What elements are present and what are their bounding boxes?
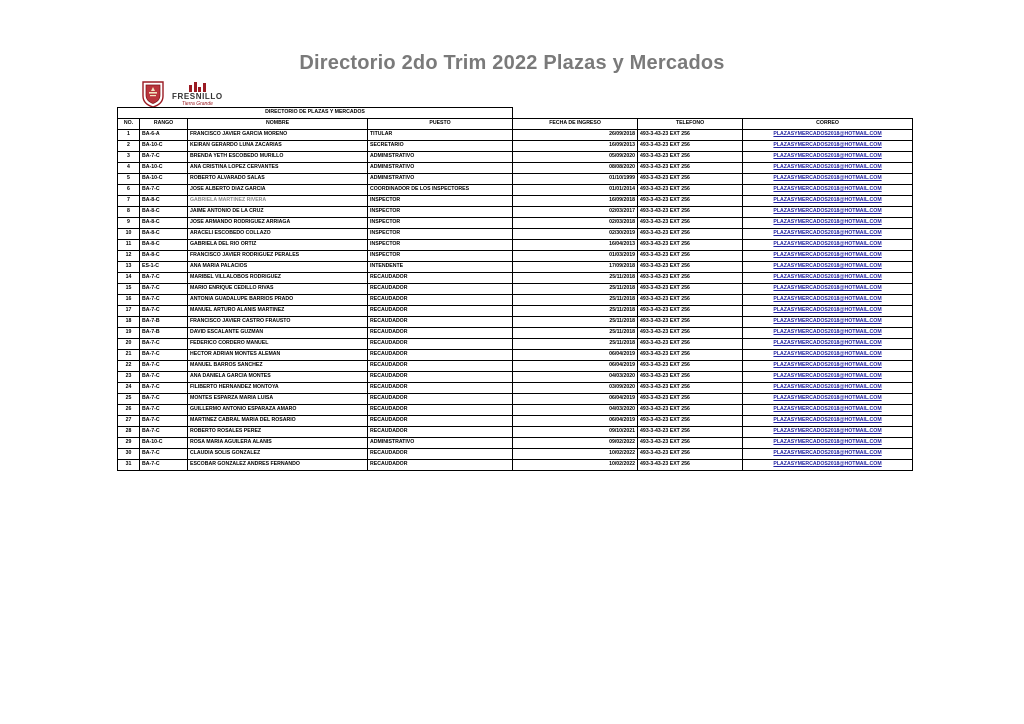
cell-no: 12 <box>118 251 140 262</box>
cell-fecha: 09/02/2022 <box>513 438 638 449</box>
cell-correo[interactable]: PLAZASYMERCADOS2018@HOTMAIL.COM <box>743 295 913 306</box>
cell-rango: BA-8-C <box>140 196 188 207</box>
cell-correo[interactable]: PLAZASYMERCADOS2018@HOTMAIL.COM <box>743 185 913 196</box>
cell-no: 9 <box>118 218 140 229</box>
cell-puesto: RECAUDADOR <box>368 284 513 295</box>
cell-rango: BA-7-C <box>140 449 188 460</box>
cell-nombre: JOSE ARMANDO RODRIGUEZ ARRIAGA <box>188 218 368 229</box>
column-header-correo: CORREO <box>743 119 913 130</box>
cell-no: 26 <box>118 405 140 416</box>
cell-rango: BA-8-C <box>140 207 188 218</box>
cell-telefono: 493-3-43-23 EXT 256 <box>638 317 743 328</box>
cell-puesto: RECAUDADOR <box>368 449 513 460</box>
cell-puesto: ADMINISTRATIVO <box>368 163 513 174</box>
cell-correo[interactable]: PLAZASYMERCADOS2018@HOTMAIL.COM <box>743 174 913 185</box>
cell-rango: BA-7-C <box>140 427 188 438</box>
cell-no: 8 <box>118 207 140 218</box>
cell-telefono: 493-3-43-23 EXT 256 <box>638 152 743 163</box>
cell-telefono: 493-3-43-23 EXT 256 <box>638 350 743 361</box>
cell-telefono: 493-3-43-23 EXT 256 <box>638 185 743 196</box>
column-header-rango: RANGO <box>140 119 188 130</box>
table-row <box>118 273 913 284</box>
cell-fecha: 01/01/2014 <box>513 185 638 196</box>
cell-puesto: TITULAR <box>368 130 513 141</box>
cell-fecha: 01/10/1999 <box>513 174 638 185</box>
cell-no: 15 <box>118 284 140 295</box>
cell-rango: BA-7-C <box>140 284 188 295</box>
cell-no: 6 <box>118 185 140 196</box>
cell-nombre: BRENDA YETH ESCOBEDO MURILLO <box>188 152 368 163</box>
cell-correo[interactable]: PLAZASYMERCADOS2018@HOTMAIL.COM <box>743 141 913 152</box>
cell-nombre: JAIME ANTONIO DE LA CRUZ <box>188 207 368 218</box>
table-row <box>118 251 913 262</box>
table-row <box>118 295 913 306</box>
wordmark-bars-icon <box>189 81 206 92</box>
cell-telefono: 493-3-43-23 EXT 256 <box>638 295 743 306</box>
cell-fecha: 25/11/2018 <box>513 328 638 339</box>
table-caption: DIRECTORIO DE PLAZAS Y MERCADOS <box>118 108 513 119</box>
table-row <box>118 163 913 174</box>
cell-correo[interactable]: PLAZASYMERCADOS2018@HOTMAIL.COM <box>743 229 913 240</box>
table-header-row <box>118 119 913 130</box>
cell-fecha: 03/09/2020 <box>513 383 638 394</box>
cell-correo[interactable]: PLAZASYMERCADOS2018@HOTMAIL.COM <box>743 339 913 350</box>
cell-puesto: RECAUDADOR <box>368 328 513 339</box>
cell-nombre: MANUEL BARROS SANCHEZ <box>188 361 368 372</box>
cell-nombre: ANA CRISTINA LOPEZ CERVANTES <box>188 163 368 174</box>
cell-no: 21 <box>118 350 140 361</box>
cell-fecha: 10/02/2022 <box>513 460 638 471</box>
cell-no: 24 <box>118 383 140 394</box>
cell-telefono: 493-3-43-23 EXT 256 <box>638 229 743 240</box>
table-row <box>118 141 913 152</box>
cell-fecha: 25/11/2018 <box>513 273 638 284</box>
cell-fecha: 02/03/2017 <box>513 207 638 218</box>
fresnillo-logo <box>140 78 260 110</box>
cell-nombre: MARIBEL VILLALOBOS RODRIGUEZ <box>188 273 368 284</box>
cell-correo[interactable]: PLAZASYMERCADOS2018@HOTMAIL.COM <box>743 460 913 471</box>
table-row <box>118 361 913 372</box>
cell-no: 25 <box>118 394 140 405</box>
cell-telefono: 493-3-43-23 EXT 256 <box>638 196 743 207</box>
cell-no: 20 <box>118 339 140 350</box>
cell-fecha: 25/11/2018 <box>513 339 638 350</box>
cell-rango: BA-10-C <box>140 141 188 152</box>
cell-telefono: 493-3-43-23 EXT 256 <box>638 273 743 284</box>
cell-fecha: 16/09/2013 <box>513 141 638 152</box>
cell-correo[interactable]: PLAZASYMERCADOS2018@HOTMAIL.COM <box>743 196 913 207</box>
cell-telefono: 493-3-43-23 EXT 256 <box>638 372 743 383</box>
cell-fecha: 05/09/2020 <box>513 152 638 163</box>
cell-telefono: 493-3-43-23 EXT 256 <box>638 306 743 317</box>
cell-nombre: GUILLERMO ANTONIO ESPARAZA AMARO <box>188 405 368 416</box>
fresnillo-wordmark <box>172 81 223 107</box>
cell-puesto: ADMINISTRATIVO <box>368 438 513 449</box>
cell-puesto: RECAUDADOR <box>368 427 513 438</box>
table-row <box>118 185 913 196</box>
cell-fecha: 08/08/2020 <box>513 163 638 174</box>
cell-nombre: FILIBERTO HERNANDEZ MONTOYA <box>188 383 368 394</box>
cell-rango: BA-7-B <box>140 328 188 339</box>
cell-nombre: FRANCISCO JAVIER GARCIA MORENO <box>188 130 368 141</box>
cell-fecha: 25/11/2018 <box>513 317 638 328</box>
cell-telefono: 493-3-43-23 EXT 256 <box>638 361 743 372</box>
table-row <box>118 174 913 185</box>
cell-puesto: RECAUDADOR <box>368 460 513 471</box>
cell-no: 19 <box>118 328 140 339</box>
cell-rango: BA-10-C <box>140 174 188 185</box>
cell-no: 17 <box>118 306 140 317</box>
cell-no: 28 <box>118 427 140 438</box>
cell-puesto: COORDINADOR DE LOS INSPECTORES <box>368 185 513 196</box>
cell-correo[interactable]: PLAZASYMERCADOS2018@HOTMAIL.COM <box>743 405 913 416</box>
cell-telefono: 493-3-43-23 EXT 256 <box>638 251 743 262</box>
table-row <box>118 427 913 438</box>
cell-no: 10 <box>118 229 140 240</box>
cell-no: 30 <box>118 449 140 460</box>
cell-rango: BA-7-B <box>140 317 188 328</box>
cell-rango: BA-7-C <box>140 361 188 372</box>
cell-nombre: ROSA MARIA AGUILERA ALANIS <box>188 438 368 449</box>
cell-rango: BA-7-C <box>140 273 188 284</box>
cell-puesto: ADMINISTRATIVO <box>368 174 513 185</box>
cell-fecha: 09/10/2021 <box>513 427 638 438</box>
cell-puesto: ADMINISTRATIVO <box>368 152 513 163</box>
wordmark-tagline: Tierra Grande <box>181 101 213 107</box>
cell-nombre: ANA DANIELA GARCIA MONTES <box>188 372 368 383</box>
cell-nombre: ANA MARIA PALACIOS <box>188 262 368 273</box>
cell-telefono: 493-3-43-23 EXT 256 <box>638 328 743 339</box>
table-row <box>118 328 913 339</box>
cell-puesto: RECAUDADOR <box>368 306 513 317</box>
cell-correo[interactable]: PLAZASYMERCADOS2018@HOTMAIL.COM <box>743 273 913 284</box>
cell-correo[interactable]: PLAZASYMERCADOS2018@HOTMAIL.COM <box>743 372 913 383</box>
table-row <box>118 262 913 273</box>
cell-rango: BA-7-C <box>140 460 188 471</box>
cell-puesto: RECAUDADOR <box>368 295 513 306</box>
cell-nombre: MONTES ESPARZA MARIA LUISA <box>188 394 368 405</box>
cell-no: 1 <box>118 130 140 141</box>
cell-no: 31 <box>118 460 140 471</box>
cell-nombre: MARTINEZ CABRAL MARIA DEL ROSARIO <box>188 416 368 427</box>
cell-correo[interactable]: PLAZASYMERCADOS2018@HOTMAIL.COM <box>743 262 913 273</box>
cell-fecha: 04/03/2020 <box>513 372 638 383</box>
cell-fecha: 10/02/2022 <box>513 449 638 460</box>
cell-correo[interactable]: PLAZASYMERCADOS2018@HOTMAIL.COM <box>743 438 913 449</box>
cell-nombre: FRANCISCO JAVIER RODRIGUEZ PERALES <box>188 251 368 262</box>
cell-rango: BA-7-C <box>140 383 188 394</box>
cell-rango: BA-7-C <box>140 152 188 163</box>
table-row <box>118 207 913 218</box>
cell-rango: BA-8-C <box>140 218 188 229</box>
cell-telefono: 493-3-43-23 EXT 256 <box>638 262 743 273</box>
cell-fecha: 06/04/2019 <box>513 416 638 427</box>
directory-table-body <box>118 130 913 471</box>
cell-no: 29 <box>118 438 140 449</box>
cell-rango: BA-7-C <box>140 372 188 383</box>
cell-rango: ES-1-C <box>140 262 188 273</box>
cell-rango: BA-8-C <box>140 229 188 240</box>
table-row <box>118 196 913 207</box>
cell-puesto: RECAUDADOR <box>368 273 513 284</box>
table-row <box>118 383 913 394</box>
cell-puesto: INTENDENTE <box>368 262 513 273</box>
table-row <box>118 218 913 229</box>
cell-rango: BA-7-C <box>140 295 188 306</box>
cell-rango: BA-7-C <box>140 350 188 361</box>
table-row <box>118 394 913 405</box>
cell-fecha: 16/04/2013 <box>513 240 638 251</box>
cell-puesto: RECAUDADOR <box>368 339 513 350</box>
cell-fecha: 06/04/2019 <box>513 394 638 405</box>
cell-telefono: 493-3-43-23 EXT 256 <box>638 449 743 460</box>
cell-nombre: FEDERICO CORDERO MANUEL <box>188 339 368 350</box>
cell-correo[interactable]: PLAZASYMERCADOS2018@HOTMAIL.COM <box>743 449 913 460</box>
cell-no: 16 <box>118 295 140 306</box>
cell-puesto: RECAUDADOR <box>368 416 513 427</box>
cell-rango: BA-7-C <box>140 405 188 416</box>
cell-nombre: HECTOR ADRIAN MONTES ALEMAN <box>188 350 368 361</box>
cell-puesto: RECAUDADOR <box>368 383 513 394</box>
cell-telefono: 493-3-43-23 EXT 256 <box>638 416 743 427</box>
column-header-no: NO. <box>118 119 140 130</box>
cell-no: 7 <box>118 196 140 207</box>
wordmark-name: FRESNILLO <box>172 92 223 101</box>
cell-no: 18 <box>118 317 140 328</box>
cell-fecha: 25/11/2018 <box>513 306 638 317</box>
cell-puesto: INSPECTOR <box>368 218 513 229</box>
cell-no: 2 <box>118 141 140 152</box>
cell-rango: BA-7-C <box>140 339 188 350</box>
table-row <box>118 350 913 361</box>
cell-correo[interactable]: PLAZASYMERCADOS2018@HOTMAIL.COM <box>743 394 913 405</box>
cell-fecha: 04/03/2020 <box>513 405 638 416</box>
cell-correo[interactable]: PLAZASYMERCADOS2018@HOTMAIL.COM <box>743 416 913 427</box>
table-row <box>118 460 913 471</box>
cell-nombre: ROBERTO ROSALES PEREZ <box>188 427 368 438</box>
cell-telefono: 493-3-43-23 EXT 256 <box>638 163 743 174</box>
cell-correo[interactable]: PLAZASYMERCADOS2018@HOTMAIL.COM <box>743 130 913 141</box>
page-title: Directorio 2do Trim 2022 Plazas y Mercados <box>299 52 725 74</box>
cell-puesto: RECAUDADOR <box>368 405 513 416</box>
cell-puesto: SECRETARIO <box>368 141 513 152</box>
cell-fecha: 25/11/2018 <box>513 295 638 306</box>
table-row <box>118 306 913 317</box>
cell-nombre: GABRIELA DEL RIO ORTIZ <box>188 240 368 251</box>
cell-correo[interactable]: PLAZASYMERCADOS2018@HOTMAIL.COM <box>743 218 913 229</box>
cell-correo[interactable]: PLAZASYMERCADOS2018@HOTMAIL.COM <box>743 240 913 251</box>
cell-telefono: 493-3-43-23 EXT 256 <box>638 339 743 350</box>
cell-fecha: 17/09/2018 <box>513 262 638 273</box>
table-row <box>118 438 913 449</box>
table-row <box>118 449 913 460</box>
cell-no: 5 <box>118 174 140 185</box>
cell-correo[interactable]: PLAZASYMERCADOS2018@HOTMAIL.COM <box>743 427 913 438</box>
cell-nombre: ARACELI ESCOBEDO COLLAZO <box>188 229 368 240</box>
cell-rango: BA-10-C <box>140 163 188 174</box>
cell-no: 27 <box>118 416 140 427</box>
cell-correo[interactable]: PLAZASYMERCADOS2018@HOTMAIL.COM <box>743 306 913 317</box>
cell-no: 11 <box>118 240 140 251</box>
column-header-telefono: TELEFONO <box>638 119 743 130</box>
cell-telefono: 493-3-43-23 EXT 256 <box>638 405 743 416</box>
cell-no: 4 <box>118 163 140 174</box>
cell-puesto: INSPECTOR <box>368 196 513 207</box>
cell-rango: BA-7-C <box>140 394 188 405</box>
cell-puesto: INSPECTOR <box>368 207 513 218</box>
cell-fecha: 06/04/2019 <box>513 350 638 361</box>
table-row <box>118 405 913 416</box>
cell-puesto: RECAUDADOR <box>368 394 513 405</box>
cell-rango: BA-7-C <box>140 306 188 317</box>
cell-correo[interactable]: PLAZASYMERCADOS2018@HOTMAIL.COM <box>743 383 913 394</box>
cell-telefono: 493-3-43-23 EXT 256 <box>638 130 743 141</box>
cell-nombre: DAVID ESCALANTE GUZMAN <box>188 328 368 339</box>
table-row <box>118 416 913 427</box>
cell-puesto: RECAUDADOR <box>368 317 513 328</box>
cell-nombre: ANTONIA GUADALUPE BARRIOS PRADO <box>188 295 368 306</box>
cell-telefono: 493-3-43-23 EXT 256 <box>638 438 743 449</box>
cell-puesto: RECAUDADOR <box>368 350 513 361</box>
cell-no: 14 <box>118 273 140 284</box>
cell-rango: BA-7-C <box>140 185 188 196</box>
cell-correo[interactable]: PLAZASYMERCADOS2018@HOTMAIL.COM <box>743 317 913 328</box>
cell-correo[interactable]: PLAZASYMERCADOS2018@HOTMAIL.COM <box>743 207 913 218</box>
cell-telefono: 493-3-43-23 EXT 256 <box>638 218 743 229</box>
cell-puesto: INSPECTOR <box>368 240 513 251</box>
cell-puesto: RECAUDADOR <box>368 372 513 383</box>
cell-fecha: 25/11/2018 <box>513 284 638 295</box>
cell-fecha: 01/03/2019 <box>513 251 638 262</box>
cell-telefono: 493-3-43-23 EXT 256 <box>638 141 743 152</box>
cell-nombre: MARIO ENRIQUE CEDILLO RIVAS <box>188 284 368 295</box>
cell-telefono: 493-3-43-23 EXT 256 <box>638 207 743 218</box>
cell-rango: BA-8-C <box>140 251 188 262</box>
cell-fecha: 02/03/2018 <box>513 218 638 229</box>
column-header-nombre: NOMBRE <box>188 119 368 130</box>
cell-nombre: JOSE ALBERTO DIAZ GARCIA <box>188 185 368 196</box>
cell-no: 23 <box>118 372 140 383</box>
cell-no: 3 <box>118 152 140 163</box>
cell-no: 22 <box>118 361 140 372</box>
table-caption-filler <box>513 108 913 119</box>
cell-telefono: 493-3-43-23 EXT 256 <box>638 174 743 185</box>
cell-fecha: 26/09/2018 <box>513 130 638 141</box>
cell-telefono: 493-3-43-23 EXT 256 <box>638 394 743 405</box>
table-row <box>118 240 913 251</box>
cell-fecha: 06/04/2019 <box>513 361 638 372</box>
cell-rango: BA-8-C <box>140 240 188 251</box>
cell-correo[interactable]: PLAZASYMERCADOS2018@HOTMAIL.COM <box>743 350 913 361</box>
cell-correo[interactable]: PLAZASYMERCADOS2018@HOTMAIL.COM <box>743 361 913 372</box>
cell-nombre: CLAUDIA SOLIS GONZALEZ <box>188 449 368 460</box>
cell-puesto: INSPECTOR <box>368 251 513 262</box>
cell-nombre: ROBERTO ALVARADO SALAS <box>188 174 368 185</box>
column-header-puesto: PUESTO <box>368 119 513 130</box>
cell-correo[interactable]: PLAZASYMERCADOS2018@HOTMAIL.COM <box>743 284 913 295</box>
table-row <box>118 130 913 141</box>
cell-correo[interactable]: PLAZASYMERCADOS2018@HOTMAIL.COM <box>743 152 913 163</box>
column-header-fecha: FECHA DE INGRESO <box>513 119 638 130</box>
table-row <box>118 284 913 295</box>
cell-rango: BA-10-C <box>140 438 188 449</box>
table-row <box>118 317 913 328</box>
cell-nombre: KEIRAN GERARDO LUNA ZACARIAS <box>188 141 368 152</box>
directory-table-container <box>117 107 912 471</box>
cell-telefono: 493-3-43-23 EXT 256 <box>638 460 743 471</box>
cell-telefono: 493-3-43-23 EXT 256 <box>638 284 743 295</box>
cell-telefono: 493-3-43-23 EXT 256 <box>638 383 743 394</box>
table-row <box>118 339 913 350</box>
cell-rango: BA-7-C <box>140 416 188 427</box>
table-row <box>118 229 913 240</box>
municipal-seal-icon <box>140 80 166 108</box>
cell-correo[interactable]: PLAZASYMERCADOS2018@HOTMAIL.COM <box>743 251 913 262</box>
directory-table <box>117 107 913 471</box>
cell-telefono: 493-3-43-23 EXT 256 <box>638 240 743 251</box>
cell-telefono: 493-3-43-23 EXT 256 <box>638 427 743 438</box>
cell-no: 13 <box>118 262 140 273</box>
cell-nombre: MANUEL ARTURO ALANIS MARTINEZ <box>188 306 368 317</box>
cell-rango: BA-6-A <box>140 130 188 141</box>
cell-nombre: ESCOBAR GONZALEZ ANDRES FERNANDO <box>188 460 368 471</box>
table-row <box>118 372 913 383</box>
cell-nombre: GABRIELA MARTINEZ RIVERA <box>188 196 368 207</box>
cell-correo[interactable]: PLAZASYMERCADOS2018@HOTMAIL.COM <box>743 163 913 174</box>
cell-fecha: 02/30/2019 <box>513 229 638 240</box>
cell-correo[interactable]: PLAZASYMERCADOS2018@HOTMAIL.COM <box>743 328 913 339</box>
cell-fecha: 16/09/2018 <box>513 196 638 207</box>
cell-nombre: FRANCISCO JAVIER CASTRO FRAUSTO <box>188 317 368 328</box>
cell-puesto: INSPECTOR <box>368 229 513 240</box>
table-caption-row <box>118 108 913 119</box>
table-row <box>118 152 913 163</box>
cell-puesto: RECAUDADOR <box>368 361 513 372</box>
